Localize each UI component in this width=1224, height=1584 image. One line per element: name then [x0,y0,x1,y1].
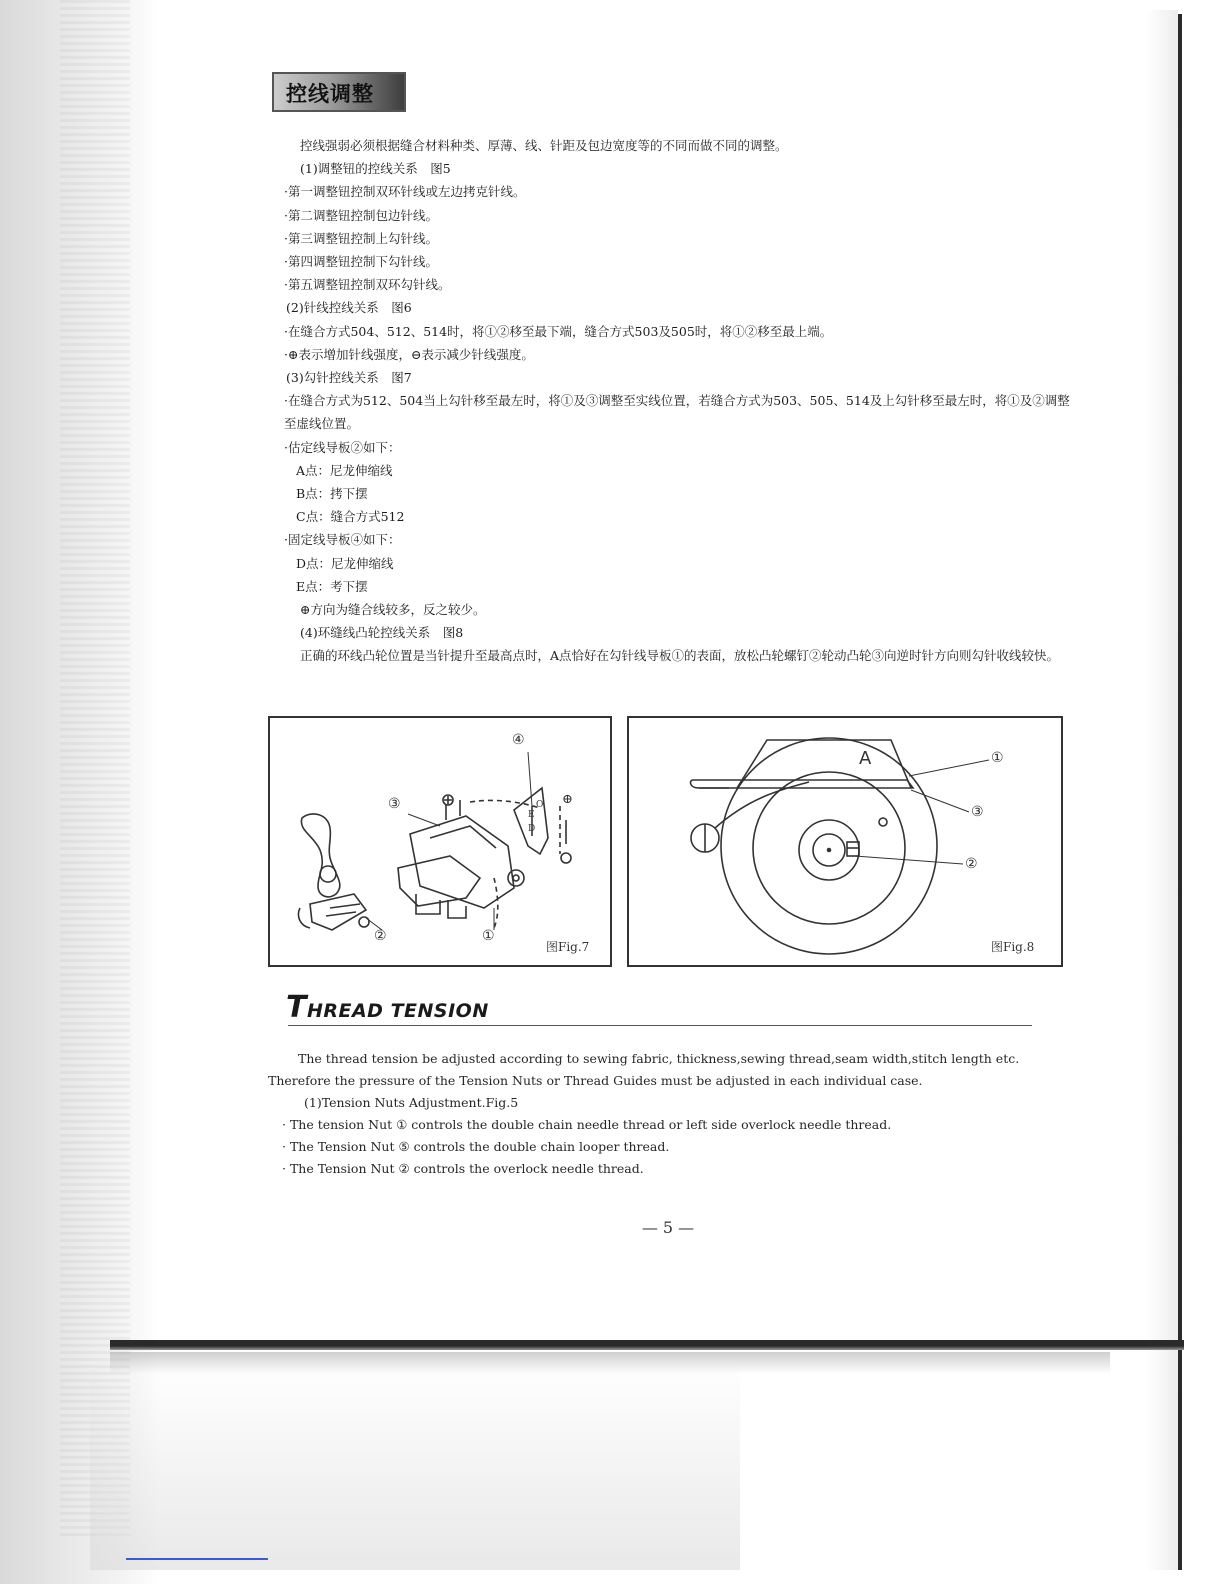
fig8-label-2: ② [965,856,978,872]
scan-bottom-smear [90,1360,740,1570]
fig7-label-e: E [528,810,535,820]
cn-bullet: ·第五调整钮控制双环勾针线。 [284,277,451,293]
cn-bullet: ·在缝合方式504、512、514时，将①②移至最下端，缝合方式503及505时，将①②移至最上端。 [284,323,833,339]
cn-bullet: ·固定线导板④如下： [284,532,401,548]
cn-point: D点：尼龙伸缩线 [296,555,394,571]
heading-rule [288,1025,1032,1026]
en-paragraph-line: Therefore the pressure of the Tension Nuts or Thread Guides must be adjusted in each individual case. [268,1073,923,1088]
cn-bullet-long: ·在缝合方式为512、504当上勾针移至最左时，将①及③调整至实线位置，若缝合方式为503、505、514及上勾针移至最左时，将①及②调整至虚线位置。 [284,393,1070,432]
scan-edge-bottom [110,1340,1184,1350]
english-heading-initial: T [286,990,307,1025]
english-heading-rest: HREAD TENSION [306,1000,489,1022]
section-title [272,72,406,112]
fig8-label-3: ③ [971,804,984,820]
en-bullet: · The tension Nut ① controls the double chain needle thread or left side overlock needle thread. [282,1117,892,1132]
cn-point: C点：缝合方式512 [296,509,405,525]
cn-subheading-1: (1)调整钮的控线关系 图5 [300,161,451,177]
cn-point: E点：考下摆 [296,578,368,594]
page-number: — 5 — [641,1218,695,1237]
scan-edge-right [1178,14,1182,1570]
cn-paragraph-intro: 控线强弱必须根据缝合材料种类、厚薄、线、针距及包边宽度等的不同而做不同的调整。 [300,138,788,153]
cn-subheading-4: (4)环缝线凸轮控线关系 图8 [300,625,464,641]
figure-7-drawing [270,718,610,965]
fig7-label-4: ④ [512,732,525,748]
cn-paragraph-cam: 正确的环线凸轮位置是当针提升至最高点时，A点恰好在勾针线导板①的表面，放松凸轮螺钉②轮动凸轮③向逆时针方向则勾针收线较快。 [300,648,1060,664]
fig7-label-o: O [536,800,544,810]
fig7-label-plus: ⊕ [562,792,573,807]
cn-bullet: ·第一调整钮控制双环针线或左边拷克针线。 [284,184,526,200]
cn-point: A点：尼龙伸缩线 [296,462,393,478]
chinese-body [270,134,1070,668]
cn-subheading-2: (2)针线控线关系 图6 [286,300,412,316]
cn-note: ⊕方向为缝合线较多，反之较少。 [300,602,486,618]
fig7-caption: 图Fig.7 [546,940,590,954]
en-bullet: · The Tension Nut ② controls the overlock needle thread. [282,1161,644,1176]
fig8-caption: 图Fig.8 [991,940,1035,954]
blue-underline [126,1558,268,1560]
figure-8 [627,716,1063,967]
cn-bullet: ·⊕表示增加针线强度，⊖表示减少针线强度。 [284,346,534,362]
cn-subheading-3: (3)勾针控线关系 图7 [286,370,412,386]
en-bullet: · The Tension Nut ⑤ controls the double chain looper thread. [282,1139,670,1154]
english-heading [286,990,489,1025]
cn-bullet: ·估定线导板②如下： [284,439,401,455]
cn-point: B点：拷下摆 [296,486,368,502]
section-title-text: 控线调整 [286,82,374,106]
en-paragraph-line: The thread tension be adjusted according to sewing fabric, thickness,sewing thread,seam width,stitch length etc. [298,1051,1020,1066]
fig7-label-2: ② [374,928,387,944]
fig7-label-1: ① [482,928,495,944]
figure-7 [268,716,612,967]
english-body [268,1048,1068,1180]
cn-bullet: ·第二调整钮控制包边针线。 [284,207,438,223]
fig8-label-a: A [859,748,872,769]
fig7-label-3: ③ [388,796,401,812]
cn-bullet: ·第四调整钮控制下勾针线。 [284,254,438,270]
cn-bullet: ·第三调整钮控制上勾针线。 [284,230,438,246]
scan-texture [60,0,130,1540]
scan-edge-right-shade [1146,10,1178,1570]
fig8-label-1: ① [991,750,1004,766]
fig7-label-d: D [528,824,536,834]
en-subheading: (1)Tension Nuts Adjustment.Fig.5 [304,1095,519,1110]
